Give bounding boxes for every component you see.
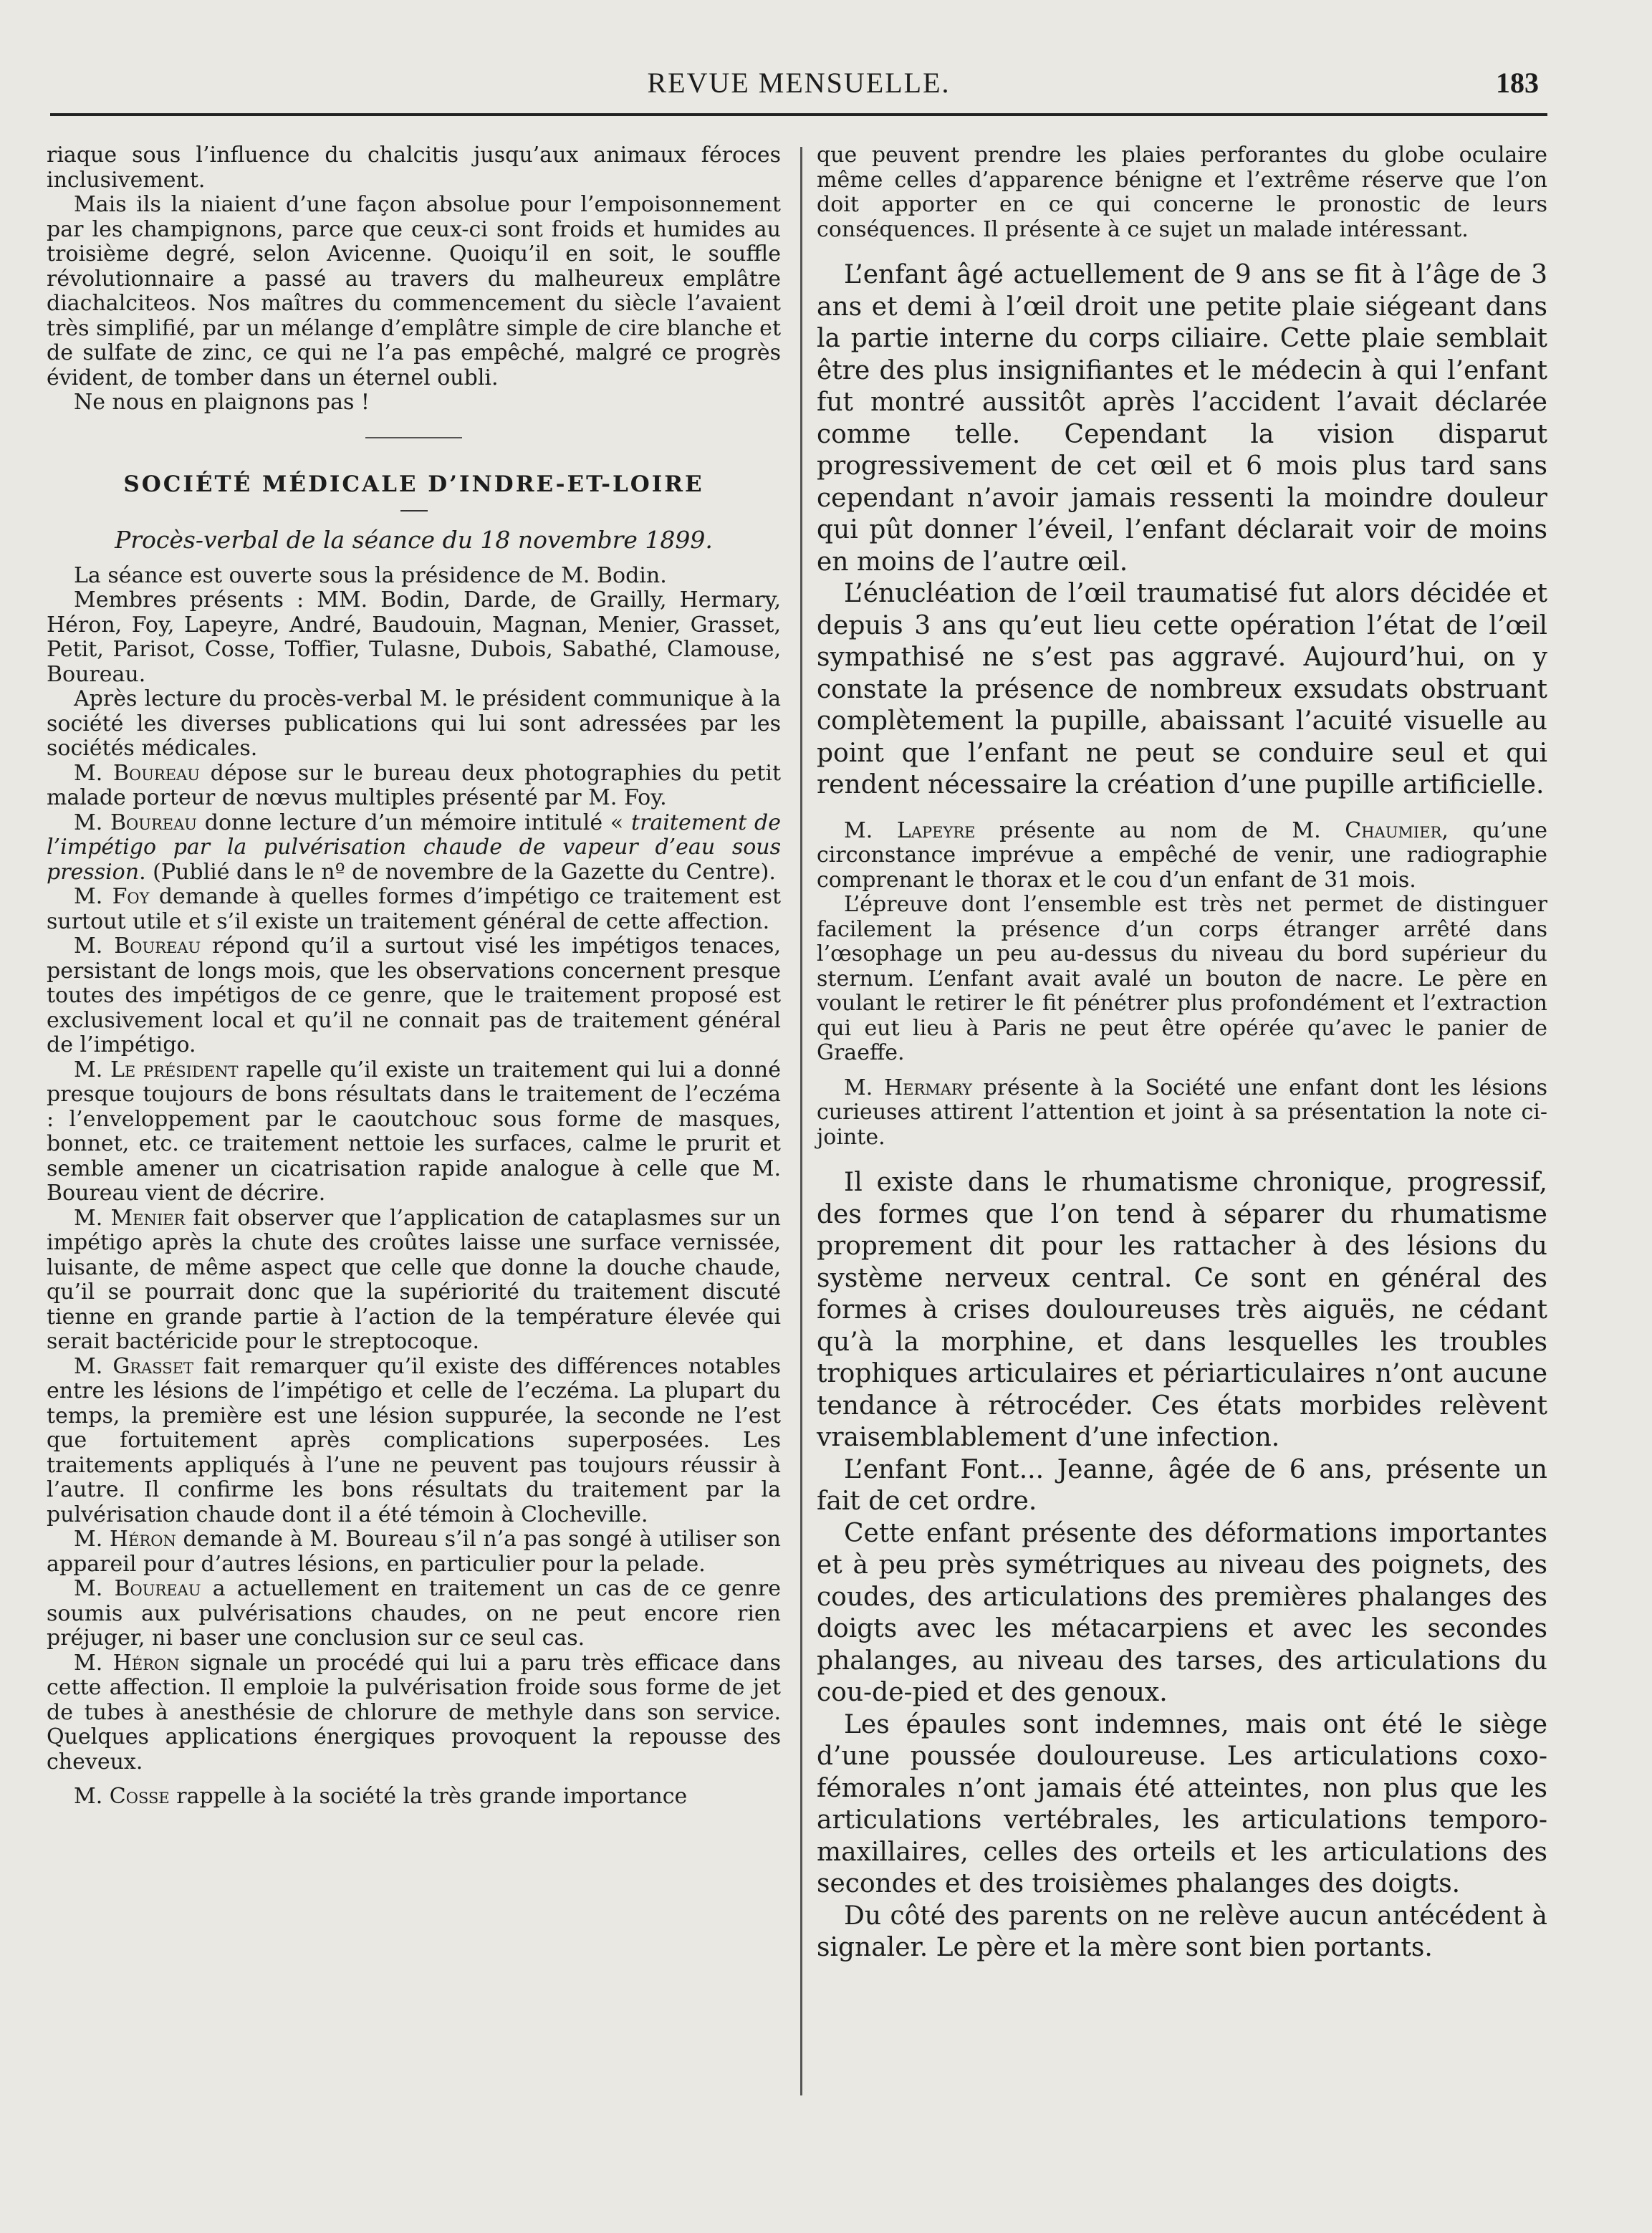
case-report-paragraph: L’énucléation de l’œil traumatisé fut alors décidée et depuis 3 ans qu’eut lieu cette opération l’état de l’œil sympathisé ne s’est pas aggravé. Aujourd’hui, on y constate la présence de nombreux exsudats obstruant complètement la pupille, abaissant l’acuité visuelle au point que l’enfant ne peut se conduire seul et qui rendent nécessaire la création d’une pupille artificielle.: [817, 579, 1547, 799]
paragraph: Ne nous en plaignons pas !: [74, 390, 370, 415]
title-dash: [400, 510, 428, 512]
speaker-name: Boureau: [110, 810, 197, 835]
paragraph: M. Le président rapelle qu’il existe un traitement qui lui a donné presque toujours de bons résultats dans le traitement de l’eczéma : l’enveloppement par le caoutchouc sous forme de masques, bonnet, etc. ce traitement nettoie les surfaces, calme le prurit et semble amener un cicatrisation rapide analogue à celle que M. Boureau vient de décrire.: [47, 1057, 781, 1206]
header-rule: [50, 113, 1547, 116]
section-separator: [365, 437, 462, 438]
paragraph: M. Menier fait observer que l’application de cataplasmes sur un impétigo après la chute des croûtes laisse une surface vernissée, luisante, de même aspect que celle que donne la douche chaude, qu’il se pourrait donc que la supériorité du traitement discuté tienne en grande partie à l’action de la température élevée qui serait bactéricide pour le streptocoque.: [47, 1205, 781, 1354]
running-header: [50, 66, 1547, 109]
paragraph: M. Foy demande à quelles formes d’impétigo ce traitement est surtout utile et s’il existe un traitement général de cette affection.: [47, 884, 781, 934]
paragraph: M. Grasset fait remarquer qu’il existe des différences notables entre les lésions de l’impétigo et celle de l’eczéma. La plupart du temps, la première est une lésion suppurée, la seconde ne l’est que fortuitement après complications superposées. Les traitements appliqués à l’une ne peuvent pas toujours réussir à l’autre. Il confirme les bons résultats du traitement par la pulvérisation chaude dont il a été témoin à Clocheville.: [47, 1353, 781, 1527]
paragraph: Après lecture du procès-verbal M. le président communique à la société les diverses publications qui lui sont adressées par les sociétés médicales.: [47, 686, 781, 761]
speaker-name: Héron: [112, 1650, 180, 1676]
speaker-name: Foy: [112, 884, 150, 909]
speaker-name: Chaumier: [1345, 817, 1442, 843]
note-paragraph: Il existe dans le rhumatisme chronique, progressif, des formes que l’on tend à séparer du rhumatisme proprement dit pour les rattacher à des lésions du système nerveux central. Ce sont en général des formes à crises douloureuses très aiguës, ne cédant qu’à la morphine, et dans lesquelles les troubles trophiques articulaires et périarticulaires n’ont aucune tendance à rétrocéder. Ces états morbides relèvent vraisemblablement d’une infection.: [817, 1168, 1547, 1452]
paragraph: M. Cosse rappelle à la société la très grande importance: [74, 1784, 688, 1809]
paragraph: M. Boureau répond qu’il a surtout visé les impétigos tenaces, persistant de longs mois, que les observations concernent presque toutes des impétigos de ce genre, que le traitement proposé est exclusivement local et qu’il ne connait pas de traitement général de l’impétigo.: [47, 933, 781, 1057]
paragraph: M. Lapeyre présente au nom de M. Chaumier, qu’une circonstance imprévue a empêché de venir, une radiographie comprenant le thorax et le cou d’un enfant de 31 mois.: [817, 817, 1548, 893]
page-number: 183: [1496, 67, 1539, 99]
column-divider: [800, 147, 802, 2095]
paragraph: que peuvent prendre les plaies perforantes du globe oculaire même celles d’apparence bénigne et l’extrême réserve que l’on doit apporter en ce qui concerne le pronostic de leurs conséquences. Il présente à ce sujet un malade intéressant.: [817, 143, 1547, 242]
journal-title: REVUE MENSUELLE.: [647, 67, 951, 99]
right-column: [817, 143, 1547, 1964]
speaker-name: Le président: [110, 1057, 239, 1082]
case-report-paragraph: L’enfant âgé actuellement de 9 ans se fit à l’âge de 3 ans et demi à l’œil droit une petite plaie siégeant dans la partie interne du corps ciliaire. Cette plaie semblait être des plus insignifiantes et le médecin à qui l’enfant fut montré aussitôt après l’accident l’avait déclarée comme telle. Cependant la vision disparut progressivement de cet œil et 6 mois plus tard sans cependant n’avoir jamais ressenti la moindre douleur qui pût donner l’éveil, l’enfant déclarait voir de moins en moins de l’autre œil.: [817, 260, 1547, 577]
note-paragraph: L’enfant Font... Jeanne, âgée de 6 ans, présente un fait de cet ordre.: [817, 1454, 1547, 1516]
note-paragraph: Les épaules sont indemnes, mais ont été le siège d’une poussée douloureuse. Les articulations coxo-fémorales n’ont jamais été atteintes, non plus que les articulations vertébrales, les articulations temporo-maxillaires, celles des orteils et les articulations des secondes et des troisièmes phalanges des doigts.: [817, 1709, 1547, 1898]
speaker-name: Lapeyre: [896, 817, 976, 843]
speaker-name: Boureau: [112, 760, 200, 786]
paragraph: M. Héron signale un procédé qui lui a paru très efficace dans cette affection. Il emploie la pulvérisation froide sous forme de jet de tubes à anesthésie de chlorure de methyle dans son service. Quelques applications énergiques provoquent la repousse des cheveux.: [47, 1650, 782, 1775]
speaker-name: Grasset: [112, 1353, 193, 1379]
note-paragraph: Cette enfant présente des déformations importantes et à peu près symétriques au niveau des poignets, des coudes, des articulations des premières phalanges des doigts avec les métacarpiens et avec les secondes phalanges, au niveau des tarses, des articulations du cou-de-pied et des genoux.: [817, 1518, 1547, 1707]
paragraph: L’épreuve dont l’ensemble est très net permet de distinguer facilement la présence d’un corps étranger arrêté dans l’œsophage un peu au-dessus du niveau du bord supérieur du sternum. L’enfant avait avalé un bouton de nacre. Le père en voulant le retirer le fit pénétrer plus profondément et l’extraction qui eut lieu à Paris ne peut être opérée qu’avec le panier de Graeffe.: [817, 892, 1547, 1065]
paragraph: M. Héron demande à M. Boureau s’il n’a pas songé à utiliser son appareil pour d’autres lésions, en particulier pour la pelade.: [47, 1527, 781, 1577]
paragraph: riaque sous l’influence du chalcitis jusqu’aux animaux féroces inclusivement.: [47, 143, 781, 193]
speaker-name: Boureau: [114, 933, 201, 959]
paragraph: Mais ils la niaient d’une façon absolue pour l’empoisonnement par les champignons, parce que ceux-ci sont froids et humides au troisième degré, selon Avicenne. Quoiqu’il en soit, le souffle révolutionnaire a passé au travers du malheureux emplâtre diachalciteos. Nos maîtres du commencement du siècle l’avaient très simplifié, par un mélange d’emplâtre simple de cire blanche et de sulfate de zinc, ce qui ne l’a pas empêché, malgré ce progrès évident, de tomber dans un éternel oubli.: [47, 192, 781, 390]
speaker-name: Boureau: [114, 1576, 201, 1601]
proces-verbal-heading: Procès-verbal de la séance du 18 novembre 1899.: [115, 525, 713, 554]
memoir-title: traitement de l’impétigo par la pulvérisation chaude de vapeur d’eau sous pression: [47, 810, 781, 885]
speaker-name: Cosse: [109, 1784, 170, 1809]
left-column: [47, 143, 781, 1810]
paragraph: La séance est ouverte sous la présidence de M. Bodin.: [74, 562, 667, 588]
paragraph: M. Boureau donne lecture d’un mémoire intitulé « traitement de l’impétigo par la pulvérisation chaude de vapeur d’eau sous pression. (Publié dans le nº de novembre de la Gazette du Centre).: [47, 810, 781, 885]
speaker-name: Menier: [110, 1205, 186, 1231]
speaker-name: Hermary: [883, 1075, 972, 1100]
paragraph: M. Boureau dépose sur le bureau deux photographies du petit malade porteur de nœvus multiples présenté par M. Foy.: [47, 760, 781, 810]
note-paragraph: Du côté des parents on ne relève aucun antécédent à signaler. Le père et la mère sont bien portants.: [817, 1901, 1547, 1962]
paragraph: Membres présents : MM. Bodin, Darde, de Grailly, Hermary, Héron, Foy, Lapeyre, André, Baudouin, Magnan, Menier, Grasset, Petit, Parisot, Cosse, Toffier, Tulasne, Dubois, Sabathé, Clamouse, Boureau.: [47, 587, 781, 687]
section-title: SOCIÉTÉ MÉDICALE D’INDRE-ET-LOIRE: [123, 471, 704, 497]
paragraph: M. Boureau a actuellement en traitement un cas de ce genre soumis aux pulvérisations chaudes, on ne peut encore rien préjuger, ni baser une conclusion sur ce seul cas.: [47, 1576, 781, 1651]
speaker-name: Héron: [109, 1527, 176, 1552]
paragraph: M. Hermary présente à la Société une enfant dont les lésions curieuses attirent l’attention et joint à sa présentation la note ci-jointe.: [817, 1075, 1548, 1150]
